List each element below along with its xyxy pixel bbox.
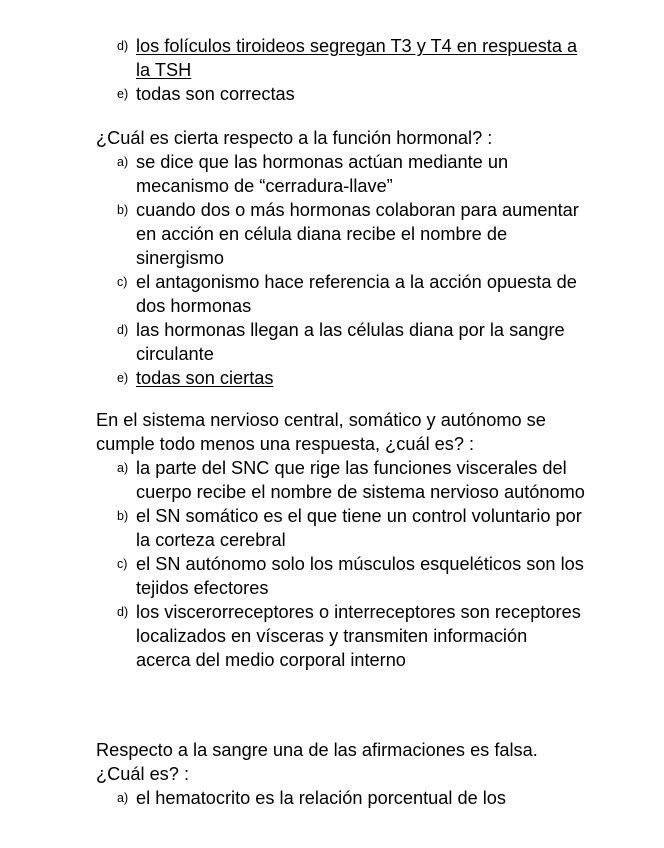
option-letter: a) xyxy=(117,155,129,169)
option-b xyxy=(96,198,586,270)
option-letter: b) xyxy=(117,203,129,217)
option-letter: d) xyxy=(117,605,129,619)
question-hormonal-function xyxy=(96,126,586,390)
option-a xyxy=(96,456,586,504)
option-b xyxy=(96,504,586,552)
option-d xyxy=(96,34,586,82)
option-text: la parte del SNC que rige las funciones viscerales del cuerpo recibe el nombre de sistema nervioso autónomo xyxy=(136,458,585,502)
option-text-underlined: todas son ciertas xyxy=(136,368,274,388)
option-text: el antagonismo hace referencia a la acción opuesta de dos hormonas xyxy=(136,272,577,316)
option-d xyxy=(96,318,586,366)
option-d xyxy=(96,600,586,672)
option-c xyxy=(96,270,586,318)
option-text: el SN somático es el que tiene un control voluntario por la corteza cerebral xyxy=(136,506,582,550)
option-letter: a) xyxy=(117,461,129,475)
option-letter: c) xyxy=(117,557,128,571)
option-letter: e) xyxy=(117,371,129,385)
option-letter: d) xyxy=(117,39,129,53)
question-continuation xyxy=(96,34,586,106)
option-list xyxy=(96,786,586,810)
option-list xyxy=(96,34,586,106)
option-text-underlined: los folículos tiroideos segregan T3 y T4 en respuesta a la TSH xyxy=(136,36,578,80)
option-text: el SN autónomo solo los músculos esqueléticos son los tejidos efectores xyxy=(136,554,584,598)
option-c xyxy=(96,552,586,600)
option-text: las hormonas llegan a las células diana por la sangre circulante xyxy=(136,320,565,364)
option-text: todas son correctas xyxy=(136,84,295,104)
option-text: se dice que las hormonas actúan mediante un mecanismo de “cerradura-llave” xyxy=(136,152,509,196)
question-text: En el sistema nervioso central, somático y autónomo se cumple todo menos una respuesta, ¿cuál es? : xyxy=(96,410,546,454)
option-list xyxy=(96,456,586,672)
option-letter: a) xyxy=(117,791,129,805)
question-text: Respecto a la sangre una de las afirmaciones es falsa. ¿Cuál es? : xyxy=(96,740,538,784)
option-a xyxy=(96,150,586,198)
question-blood xyxy=(96,738,586,810)
option-letter: e) xyxy=(117,87,129,101)
question-text: ¿Cuál es cierta respecto a la función hormonal? : xyxy=(96,128,493,148)
option-letter: b) xyxy=(117,509,129,523)
option-text: el hematocrito es la relación porcentual de los xyxy=(136,788,507,808)
option-e xyxy=(96,82,586,106)
option-e xyxy=(96,366,586,390)
option-letter: c) xyxy=(117,275,128,289)
option-list xyxy=(96,150,586,390)
option-text: cuando dos o más hormonas colaboran para aumentar en acción en célula diana recibe el nombre de sinergismo xyxy=(136,200,579,268)
option-letter: d) xyxy=(117,323,129,337)
option-text: los viscerorreceptores o interreceptores son receptores localizados en vísceras y transmiten información acerca del medio corporal interno xyxy=(136,602,581,670)
option-a xyxy=(96,786,586,810)
question-nervous-system xyxy=(96,408,586,672)
